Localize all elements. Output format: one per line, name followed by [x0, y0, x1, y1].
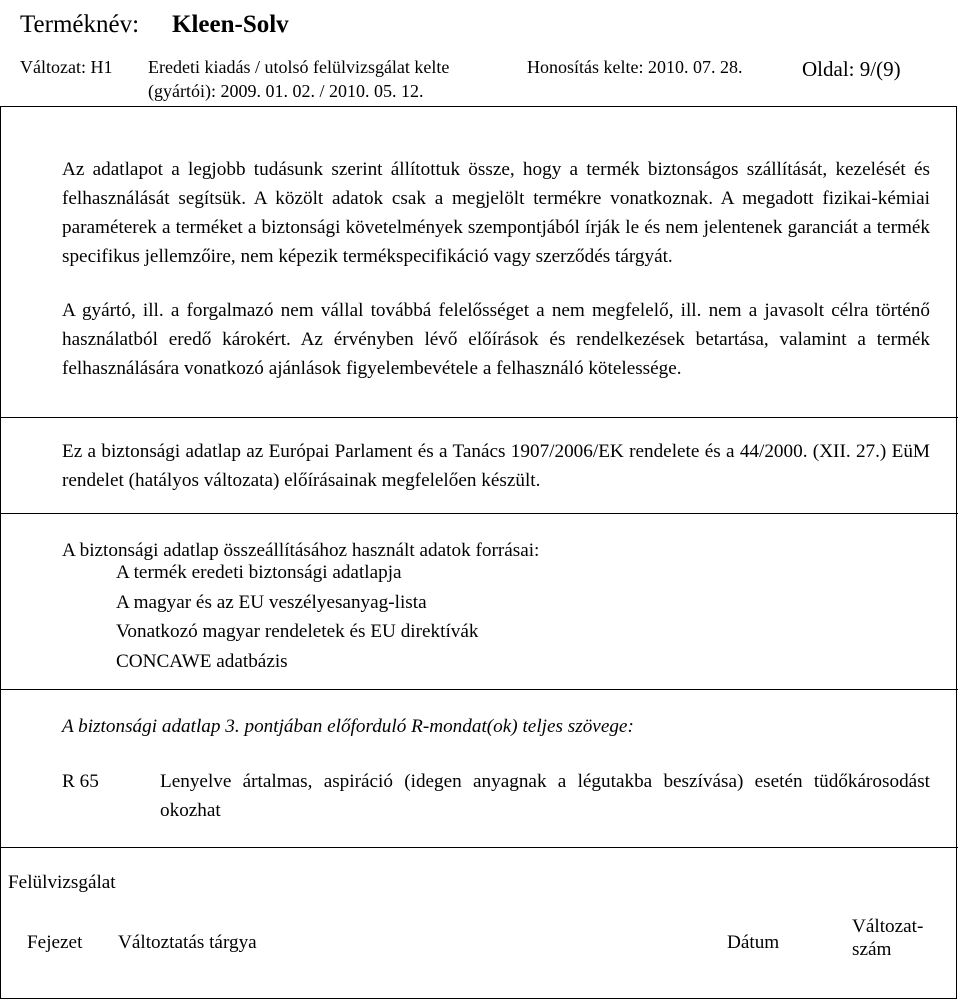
- authorization-date: Honosítás kelte: 2010. 07. 28.: [527, 57, 743, 77]
- divider: [1, 689, 958, 690]
- divider: [1, 417, 958, 418]
- issue-dates: (gyártói): 2009. 01. 02. / 2010. 05. 12.: [148, 81, 424, 101]
- column-header-chapter: Fejezet: [27, 932, 83, 953]
- source-item: CONCAWE adatbázis: [116, 650, 288, 672]
- divider: [1, 513, 958, 514]
- source-item: Vonatkozó magyar rendeletek és EU direktívák: [116, 621, 479, 642]
- source-item: A magyar és az EU veszélyesanyag-lista: [116, 591, 427, 613]
- product-title: [20, 10, 289, 40]
- product-name: Kleen-Solv: [172, 11, 289, 38]
- column-header-subject: Változtatás tárgya: [118, 932, 257, 953]
- divider: [1, 847, 958, 848]
- disclaimer-paragraph-2: A gyártó, ill. a forgalmazó nem vállal továbbá felelősséget a nem megfelelő, ill. nem a javasolt célra történő használatból eredő károkért. Az érvényben lévő előírások és rendelkezések betartása, valamint a termék felhasználására vonatkozó ajánlások figyelembevétele a felhasználó kötelessége.: [62, 300, 930, 379]
- r-phrase-text: Lenyelve ártalmas, aspiráció (idegen anyagnak a légutakba beszívása) esetén tüdőkárosodást okozhat: [160, 771, 930, 821]
- review-table: [0, 914, 957, 999]
- sources-heading: A biztonsági adatlap összeállításához használt adatok forrásai:: [62, 540, 540, 561]
- column-header-version: Változat-szám: [852, 916, 924, 960]
- review-title: Felülvizsgálat: [8, 872, 116, 893]
- regulation-paragraph: Ez a biztonsági adatlap az Európai Parlament és a Tanács 1907/2006/EK rendelete és a 44/2000. (XII. 27.) EüM rendelet (hatályos változata) előírásainak megfelelően készült.: [62, 441, 930, 491]
- column-header-date: Dátum: [727, 932, 780, 953]
- variant-label: Változat: H1: [20, 57, 113, 77]
- original-issue-label: Eredeti kiadás / utolsó felülvizsgálat kelte: [148, 57, 450, 77]
- disclaimer-paragraph-1: Az adatlapot a legjobb tudásunk szerint állítottuk össze, hogy a termék biztonságos szállítását, kezelését és felhasználását segítsük. A közölt adatok csak a megjelölt termékre vonatkoznak. A megadott fizikai-kémiai paraméterek a terméket a biztonsági követelmények szempontjából írják le és nem jelentenek garanciát a termék specifikus jellemzőire, nem képezik termékspecifikáció vagy szerződés tárgyát.: [62, 159, 930, 267]
- page-number: Oldal: 9/(9): [802, 57, 901, 81]
- source-item: A termék eredeti biztonsági adatlapja: [116, 562, 402, 583]
- r-phrase-heading: A biztonsági adatlap 3. pontjában előforduló R-mondat(ok) teljes szövege:: [62, 716, 634, 737]
- sources-list: [116, 558, 478, 676]
- r-phrase-code: R 65: [62, 771, 99, 792]
- product-label: Terméknév:: [20, 11, 140, 38]
